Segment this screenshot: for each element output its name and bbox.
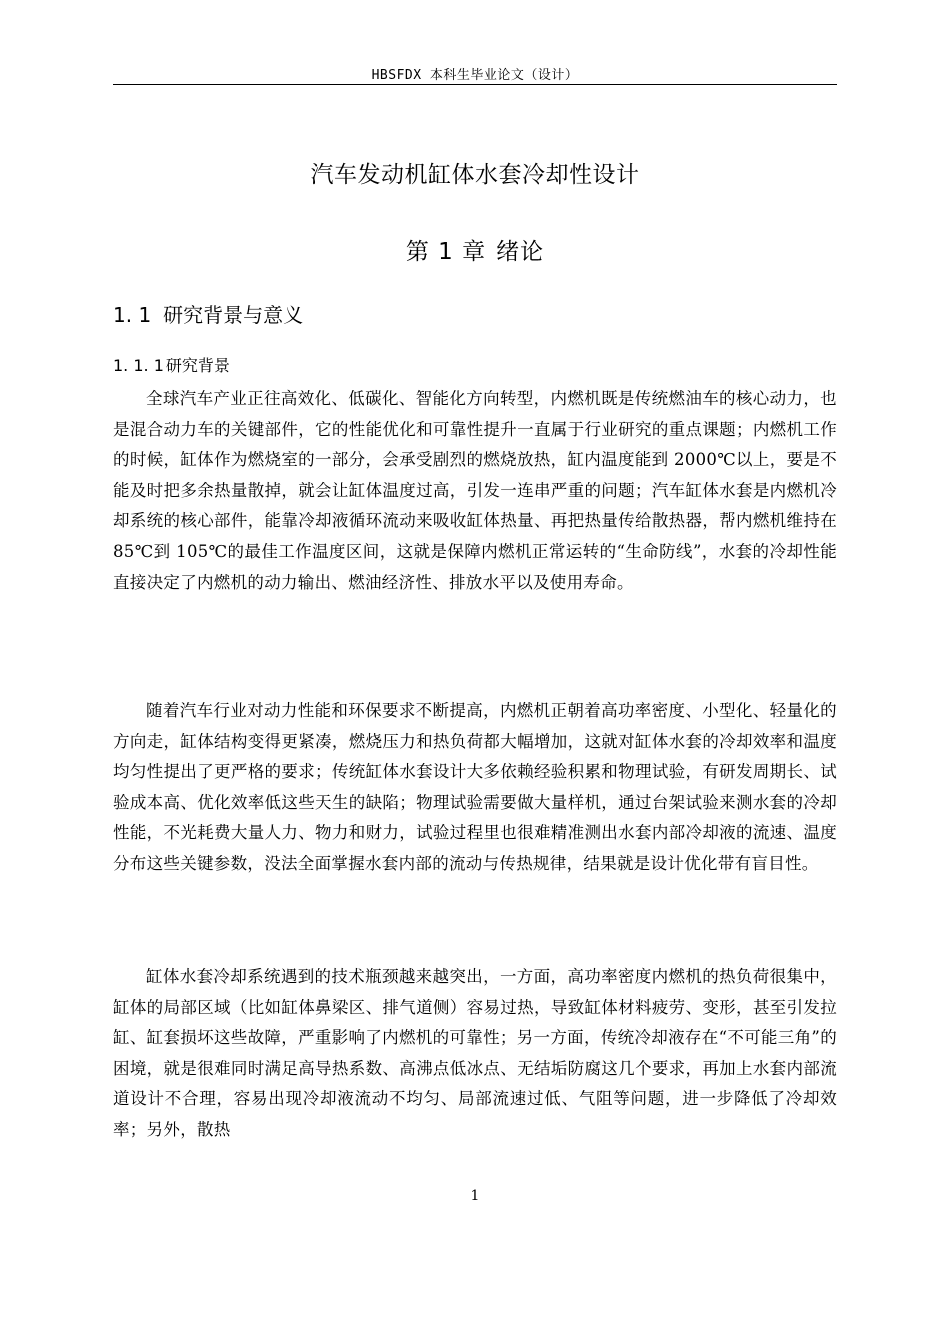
chapter-title: 绪论 [496,239,545,265]
chapter-number: 第 1 章 [405,239,487,265]
chapter-heading [113,233,837,266]
section-heading [113,299,303,328]
section-number: 1. 1 [113,303,152,327]
body-paragraph: 随着汽车行业对动力性能和环保要求不断提高，内燃机正朝着高功率密度、小型化、轻量化的方向走，缸体结构变得更紧凑，燃烧压力和热负荷都大幅增加，这就对缸体水套的冷却效率和温度均匀性提出了更严格的要求；传统缸体水套设计大多依赖经验积累和物理试验，有研发周期长、试验成本高、优化效率低这些天生的缺陷；物理试验需要做大量样机，通过台架试验来测水套的冷却性能，不光耗费大量人力、物力和财力，试验过程里也很难精准测出水套内部冷却液的流速、温度分布这些关键参数，没法全面掌握水套内部的流动与传热规律，结果就是设计优化带有盲目性。 [113,701,837,873]
body-paragraph: 缸体水套冷却系统遇到的技术瓶颈越来越突出，一方面，高功率密度内燃机的热负荷很集中，缸体的局部区域（比如缸体鼻梁区、排气道侧）容易过热，导致缸体材料疲劳、变形，甚至引发拉缸、缸套损坏这些故障，严重影响了内燃机的可靠性；另一方面，传统冷却液存在“不可能三角”的困境，就是很难同时满足高导热系数、高沸点低冰点、无结垢防腐这几个要求，再加上水套内部流道设计不合理，容易出现冷却液流动不均匀、局部流速过低、气阻等问题，进一步降低了冷却效率；另外，散热 [113,967,837,1139]
body-paragraph: 全球汽车产业正往高效化、低碳化、智能化方向转型，内燃机既是传统燃油车的核心动力，也是混合动力车的关键部件，它的性能优化和可靠性提升一直属于行业研究的重点课题；内燃机工作的时候，缸体作为燃烧室的一部分，会承受剧烈的燃烧放热，缸内温度能到 2000℃以上，要是不能及时把多余热量散掉，就会让缸体温度过高，引发一连串严重的问题；汽车缸体水套是内燃机冷却系统的核心部件，能靠冷却液循环流动来吸收缸体热量、再把热量传给散热器，帮内燃机维持在 85℃到 105℃的最佳工作温度区间，这就是保障内燃机正常运转的“生命防线”，水套的冷却性能直接决定了内燃机的动力输出、燃油经济性、排放水平以及使用寿命。 [113,389,837,592]
subsection-title: 研究背景 [165,356,230,375]
header-divider [113,84,837,85]
page-number: 1 [470,1188,480,1204]
section-title: 研究背景与意义 [163,303,304,327]
subsection-heading [113,353,230,376]
document-title: 汽车发动机缸体水套冷却性设计 [310,162,640,188]
running-header: HBSFDX 本科生毕业论文（设计） [371,68,579,83]
subsection-number: 1. 1. 1 [113,356,164,375]
